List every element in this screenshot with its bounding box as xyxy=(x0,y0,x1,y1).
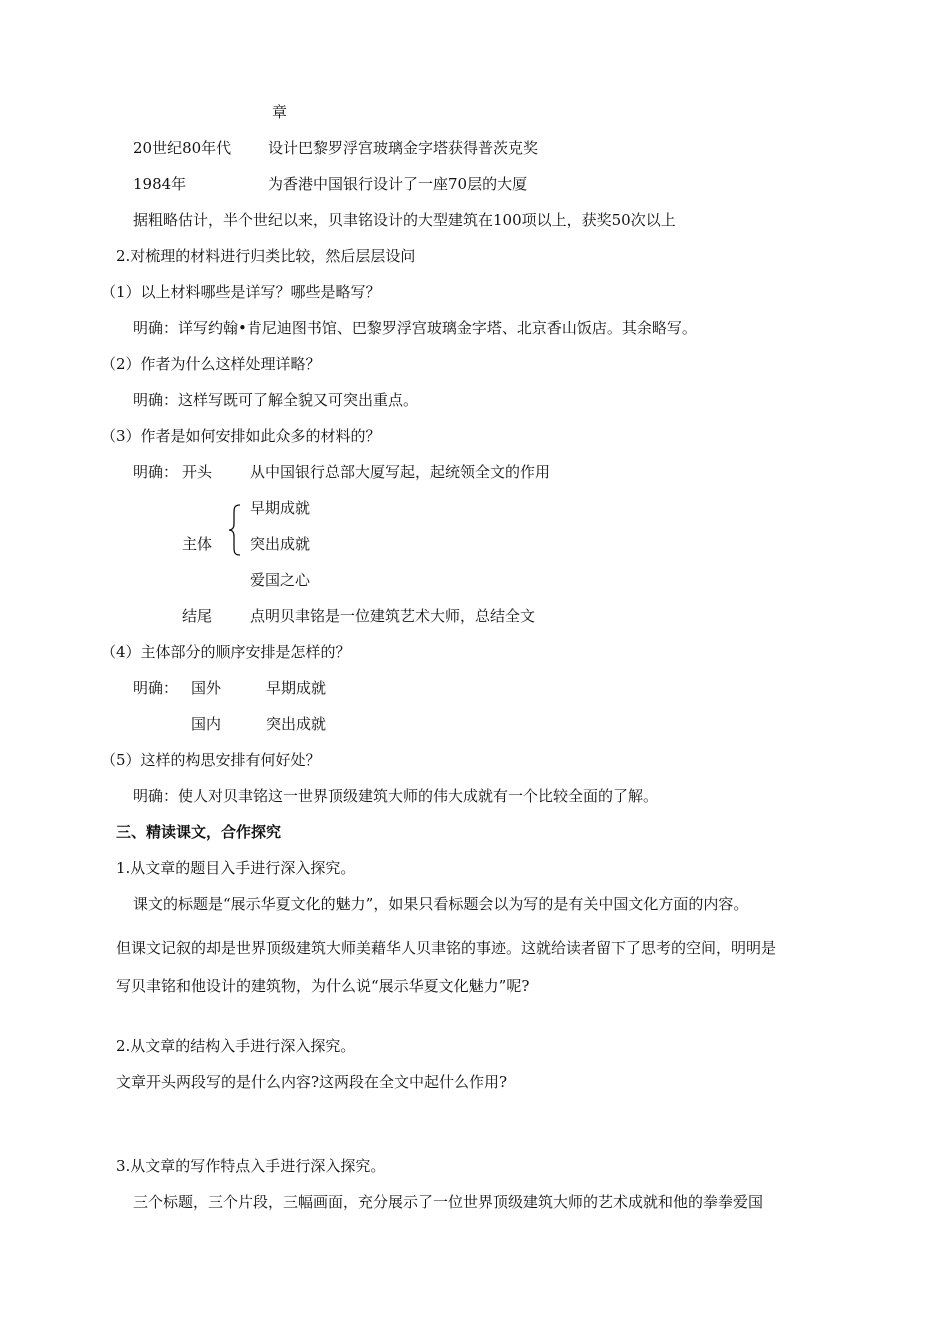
answer-3-start-text: 从中国银行总部大厦写起，起统领全文的作用 xyxy=(250,463,551,481)
item1-paragraph-line1: 课文的标题是“展示华夏文化的魅力”，如果只看标题会以为写的是有关中国文化方面的内容。 xyxy=(133,895,749,913)
answer-3-prefix: 明确： xyxy=(133,463,179,481)
answer-4-row2-label: 国内 xyxy=(191,715,222,733)
answer-4-prefix: 明确： xyxy=(133,679,179,697)
section2-heading: 2.对梳理的材料进行归类比较，然后层层设问 xyxy=(116,247,416,265)
timeline-date-1984: 1984年 xyxy=(133,175,187,193)
section3-heading xyxy=(116,822,281,842)
answer-1: 明确：详写约翰•肯尼迪图书馆、巴黎罗浮宫玻璃金字塔、北京香山饭店。其余略写。 xyxy=(133,319,697,337)
body-item-patriotism: 爱国之心 xyxy=(250,571,311,589)
item1-paragraph-line3: 写贝聿铭和他设计的建筑物，为什么说“展示华夏文化魅力”呢? xyxy=(116,977,530,995)
curly-brace-icon xyxy=(228,504,242,556)
answer-2: 明确：这样写既可了解全貌又可突出重点。 xyxy=(133,391,419,409)
question-5: （5）这样的构思安排有何好处？ xyxy=(101,751,321,769)
body-item-early: 早期成就 xyxy=(250,499,311,517)
question-2: （2）作者为什么这样处理详略？ xyxy=(101,355,321,373)
timeline-event-1984: 为香港中国银行设计了一座70层的大厦 xyxy=(268,175,528,193)
item1-paragraph-line2: 但课文记叙的却是世界顶级建筑大师美藉华人贝聿铭的事迹。这就给读者留下了思考的空间，明明是 xyxy=(116,939,777,957)
question-3: （3）作者是如何安排如此众多的材料的？ xyxy=(101,427,381,445)
answer-5: 明确：使人对贝聿铭这一世界顶级建筑大师的伟大成就有一个比较全面的了解。 xyxy=(133,787,659,805)
answer-3-body-label: 主体 xyxy=(182,535,213,553)
answer-4-row2-text: 突出成就 xyxy=(266,715,327,733)
timeline-event-80s: 设计巴黎罗浮宫玻璃金字塔获得普茨克奖 xyxy=(268,139,539,157)
question-4: （4）主体部分的顺序安排是怎样的？ xyxy=(101,643,351,661)
item2-paragraph-line1: 文章开头两段写的是什么内容?这两段在全文中起什么作用? xyxy=(116,1073,508,1091)
timeline-date-80s: 20世纪80年代 xyxy=(133,139,232,157)
body-item-outstanding: 突出成就 xyxy=(250,535,311,553)
answer-4-row1-label: 国外 xyxy=(191,679,222,697)
item2-heading: 2.从文章的结构入手进行深入探究。 xyxy=(116,1037,356,1055)
item1-heading: 1.从文章的题目入手进行深入探究。 xyxy=(116,859,356,877)
question-1: （1）以上材料哪些是详写？哪些是略写？ xyxy=(101,283,381,301)
section3-heading-part1: 三、精读 xyxy=(116,823,177,841)
section3-heading-part2: 课文，合作探究 xyxy=(176,823,282,841)
answer-3-end-label: 结尾 xyxy=(182,607,213,625)
timeline-continuation: 章 xyxy=(272,103,288,121)
answer-3-start-label: 开头 xyxy=(182,463,213,481)
timeline-summary: 据粗略估计，半个世纪以来，贝聿铭设计的大型建筑在100项以上，获奖50次以上 xyxy=(133,211,676,229)
answer-3-end-text: 点明贝聿铭是一位建筑艺术大师，总结全文 xyxy=(250,607,536,625)
item3-heading: 3.从文章的写作特点入手进行深入探究。 xyxy=(116,1157,386,1175)
item3-paragraph-line1: 三个标题，三个片段，三幅画面，充分展示了一位世界顶级建筑大师的艺术成就和他的拳拳爱国 xyxy=(133,1193,764,1211)
answer-4-row1-text: 早期成就 xyxy=(266,679,327,697)
